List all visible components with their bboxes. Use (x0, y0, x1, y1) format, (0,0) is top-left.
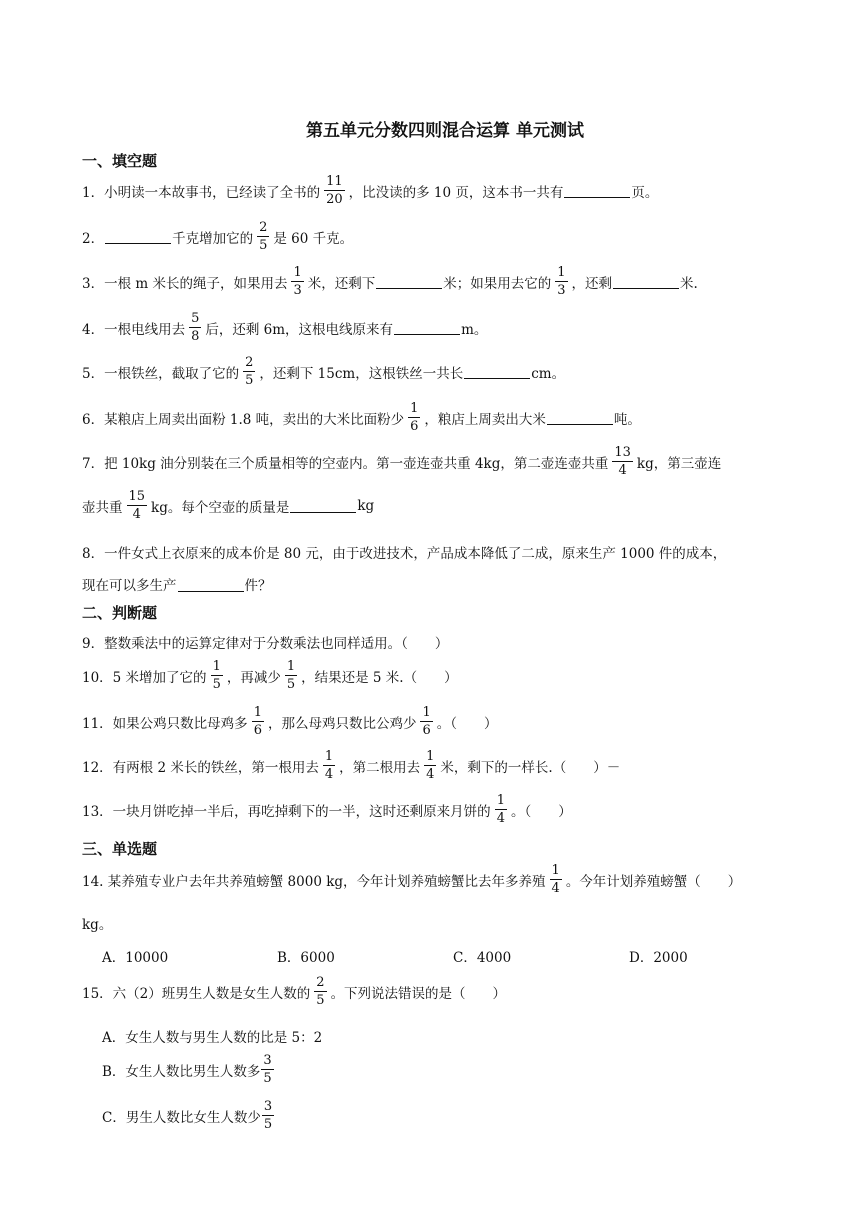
q14-options (102, 946, 688, 966)
question-15 (82, 976, 506, 1007)
q14-text: 14. 某养殖专业户去年共养殖螃蟹 8000 kg，今年计划养殖螃蟹比去年多养殖 (82, 873, 546, 890)
numerator: 15 (128, 489, 146, 504)
q7-text: 7．把 10kg 油分别装在三个质量相等的空壶内。第一壶连壶共重 4kg，第二壶连壶共重 (82, 455, 609, 472)
fraction (555, 266, 567, 297)
q6-text: 6．某粮店上周卖出面粉 1.8 吨，卖出的大米比面粉少 (82, 411, 405, 428)
denominator: 4 (551, 881, 560, 896)
q5-text-2: ，还剩下 15cm，这根铁丝一共长 (259, 365, 464, 382)
q11-text-2: ，那么母鸡只数比公鸡少 (267, 715, 417, 732)
option-c[interactable]: C．4000 (453, 950, 512, 966)
denominator: 3 (557, 283, 566, 298)
numerator: 1 (212, 659, 221, 674)
denominator: 4 (324, 767, 334, 782)
q1-text-3: 页。 (631, 184, 659, 201)
q10-text-3: ，结果还是 5 米.（ ） (301, 669, 458, 686)
answer-blank[interactable] (178, 577, 244, 592)
option-a-text: A．女生人数与男生人数的比是 5：2 (102, 1030, 323, 1046)
fraction (243, 356, 255, 387)
question-1 (82, 175, 658, 206)
section-true-false: 二、判断题 (82, 604, 158, 622)
numerator: 3 (263, 1099, 273, 1114)
q3-text-2: 米，还剩下 (307, 275, 376, 292)
numerator: 2 (245, 355, 254, 370)
question-5 (82, 356, 565, 387)
denominator: 20 (326, 192, 343, 207)
q14-text-2: 。今年计划养殖螃蟹（ ） (565, 873, 742, 890)
q11-text: 11．如果公鸡只数比母鸡多 (82, 715, 248, 732)
q3-text-4: ，还剩 (571, 275, 613, 292)
fraction (257, 221, 269, 252)
q3-text: 3．一根 m 米长的绳子，如果用去 (82, 275, 288, 292)
q3-text-5: 米. (680, 275, 698, 292)
q12-text: 12．有两根 2 米长的铁丝，第一根用去 (82, 759, 319, 776)
denominator: 6 (410, 419, 419, 434)
numerator: 2 (259, 220, 268, 235)
question-14 (82, 864, 741, 895)
q14-text-3: kg。 (82, 917, 113, 933)
q12-text-3: 米，剩下的一样长.（ ）－ (440, 759, 621, 776)
answer-blank[interactable] (613, 274, 679, 289)
q1-text-2: ，比没读的多 10 页，这本书一共有 (348, 184, 564, 201)
q8-text-3: 件？ (244, 578, 272, 594)
option-a[interactable]: A．10000 (102, 950, 169, 966)
q13-text: 13．一块月饼吃掉一半后，再吃掉剩下的一半，这时还剩原来月饼的 (82, 803, 491, 820)
q4-text-2: 后，还剩 6m，这根电线原来有 (205, 321, 394, 338)
section-multiple-choice: 三、单选题 (82, 840, 158, 858)
fraction (324, 175, 345, 206)
question-9 (82, 632, 448, 652)
denominator: 6 (422, 723, 431, 738)
answer-blank[interactable] (394, 320, 460, 335)
fraction (211, 660, 223, 691)
option-b[interactable] (102, 1054, 278, 1085)
numerator: 1 (293, 265, 302, 280)
option-a[interactable] (102, 1026, 322, 1046)
answer-blank[interactable] (564, 183, 630, 198)
numerator: 1 (324, 749, 334, 764)
numerator: 1 (426, 749, 435, 764)
numerator: 1 (410, 401, 419, 416)
fraction (314, 976, 326, 1007)
q7-text-4: kg。每个空壶的质量是 (151, 499, 290, 516)
fraction (550, 864, 562, 895)
q7-text-5: kg (357, 497, 375, 514)
question-8-cont (82, 574, 272, 594)
question-10 (82, 660, 458, 691)
question-13 (82, 794, 572, 825)
q10-text: 10．5 米增加了它的 (82, 669, 207, 686)
fraction (127, 490, 148, 521)
option-c-text: C．男生人数比女生人数少 (102, 1109, 261, 1126)
q2-text: 2． (82, 230, 105, 247)
denominator: 4 (496, 811, 505, 826)
fraction (189, 312, 201, 343)
fraction (261, 1054, 273, 1085)
question-11 (82, 706, 498, 737)
numerator: 5 (191, 311, 200, 326)
question-14-cont (82, 913, 112, 933)
answer-blank[interactable] (376, 274, 442, 289)
q4-text-3: m。 (461, 321, 488, 338)
option-b[interactable]: B．6000 (277, 950, 335, 966)
question-4 (82, 312, 487, 343)
option-c[interactable] (102, 1100, 278, 1131)
q5-text-3: cm。 (531, 365, 566, 382)
q15-text-2: 。下列说法错误的是（ ） (330, 985, 507, 1002)
q1-text: 1．小明读一本故事书，已经读了全书的 (82, 184, 321, 201)
option-b-text: B．女生人数比男生人数多 (102, 1063, 261, 1080)
q9-text: 9．整数乘法中的运算定律对于分数乘法也同样适用。（ ） (82, 636, 449, 652)
section-fill-in: 一、填空题 (82, 152, 158, 170)
q8-text-2: 现在可以多生产 (82, 578, 177, 594)
answer-blank[interactable] (105, 229, 171, 244)
fraction (291, 266, 303, 297)
denominator: 4 (132, 507, 141, 522)
denominator: 5 (245, 373, 254, 388)
q2-text-2: 千克增加它的 (172, 230, 254, 247)
question-3 (82, 266, 698, 297)
fraction (420, 706, 432, 737)
denominator: 8 (191, 329, 200, 344)
denominator: 5 (316, 993, 325, 1008)
denominator: 5 (263, 1117, 273, 1132)
denominator: 4 (618, 463, 627, 478)
answer-blank[interactable] (290, 498, 356, 513)
q8-text: 8．一件女式上衣原来的成本价是 80 元，由于改进技术，产品成本降低了二成，原来生产 1000 件的成本， (82, 546, 727, 562)
option-d[interactable]: D．2000 (629, 950, 688, 966)
q10-text-2: ，再减少 (226, 669, 281, 686)
numerator: 1 (496, 793, 505, 808)
page-title: 第五单元分数四则混合运算 单元测试 (306, 121, 584, 141)
numerator: 11 (326, 174, 343, 189)
denominator: 3 (293, 283, 302, 298)
fraction (424, 750, 436, 781)
question-2 (82, 221, 353, 252)
numerator: 3 (263, 1053, 272, 1068)
q11-text-3: 。（ ） (436, 715, 498, 732)
fraction (408, 402, 420, 433)
q6-text-3: 吨。 (613, 411, 641, 428)
denominator: 5 (212, 677, 221, 692)
question-12 (82, 750, 620, 781)
answer-blank[interactable] (547, 410, 613, 425)
fraction (262, 1100, 274, 1131)
numerator: 2 (316, 975, 325, 990)
q7-text-2: kg，第三壶连 (636, 455, 722, 472)
q4-text: 4．一根电线用去 (82, 321, 186, 338)
q15-text: 15．六（2）班男生人数是女生人数的 (82, 985, 311, 1002)
q5-text: 5．一根铁丝，截取了它的 (82, 365, 240, 382)
q2-text-3: 是 60 千克。 (273, 230, 354, 247)
numerator: 1 (551, 863, 560, 878)
denominator: 5 (286, 677, 296, 692)
denominator: 6 (253, 723, 262, 738)
numerator: 1 (253, 705, 262, 720)
denominator: 4 (426, 767, 435, 782)
question-8 (82, 542, 726, 562)
numerator: 1 (286, 659, 296, 674)
question-7-cont (82, 490, 374, 521)
denominator: 5 (263, 1071, 272, 1086)
fraction (252, 706, 264, 737)
q13-text-2: 。（ ） (510, 803, 572, 820)
fraction (323, 750, 335, 781)
q3-text-3: 米；如果用去它的 (443, 275, 552, 292)
q6-text-2: ，粮店上周卖出大米 (424, 411, 546, 428)
fraction (612, 446, 633, 477)
q12-text-2: ，第二根用去 (339, 759, 421, 776)
numerator: 13 (614, 445, 631, 460)
question-6 (82, 402, 641, 433)
fraction (495, 794, 507, 825)
question-7 (82, 446, 721, 477)
q7-text-3: 壶共重 (82, 499, 123, 516)
fraction (285, 660, 297, 691)
answer-blank[interactable] (464, 364, 530, 379)
denominator: 5 (259, 238, 268, 253)
numerator: 1 (422, 705, 431, 720)
numerator: 1 (557, 265, 566, 280)
